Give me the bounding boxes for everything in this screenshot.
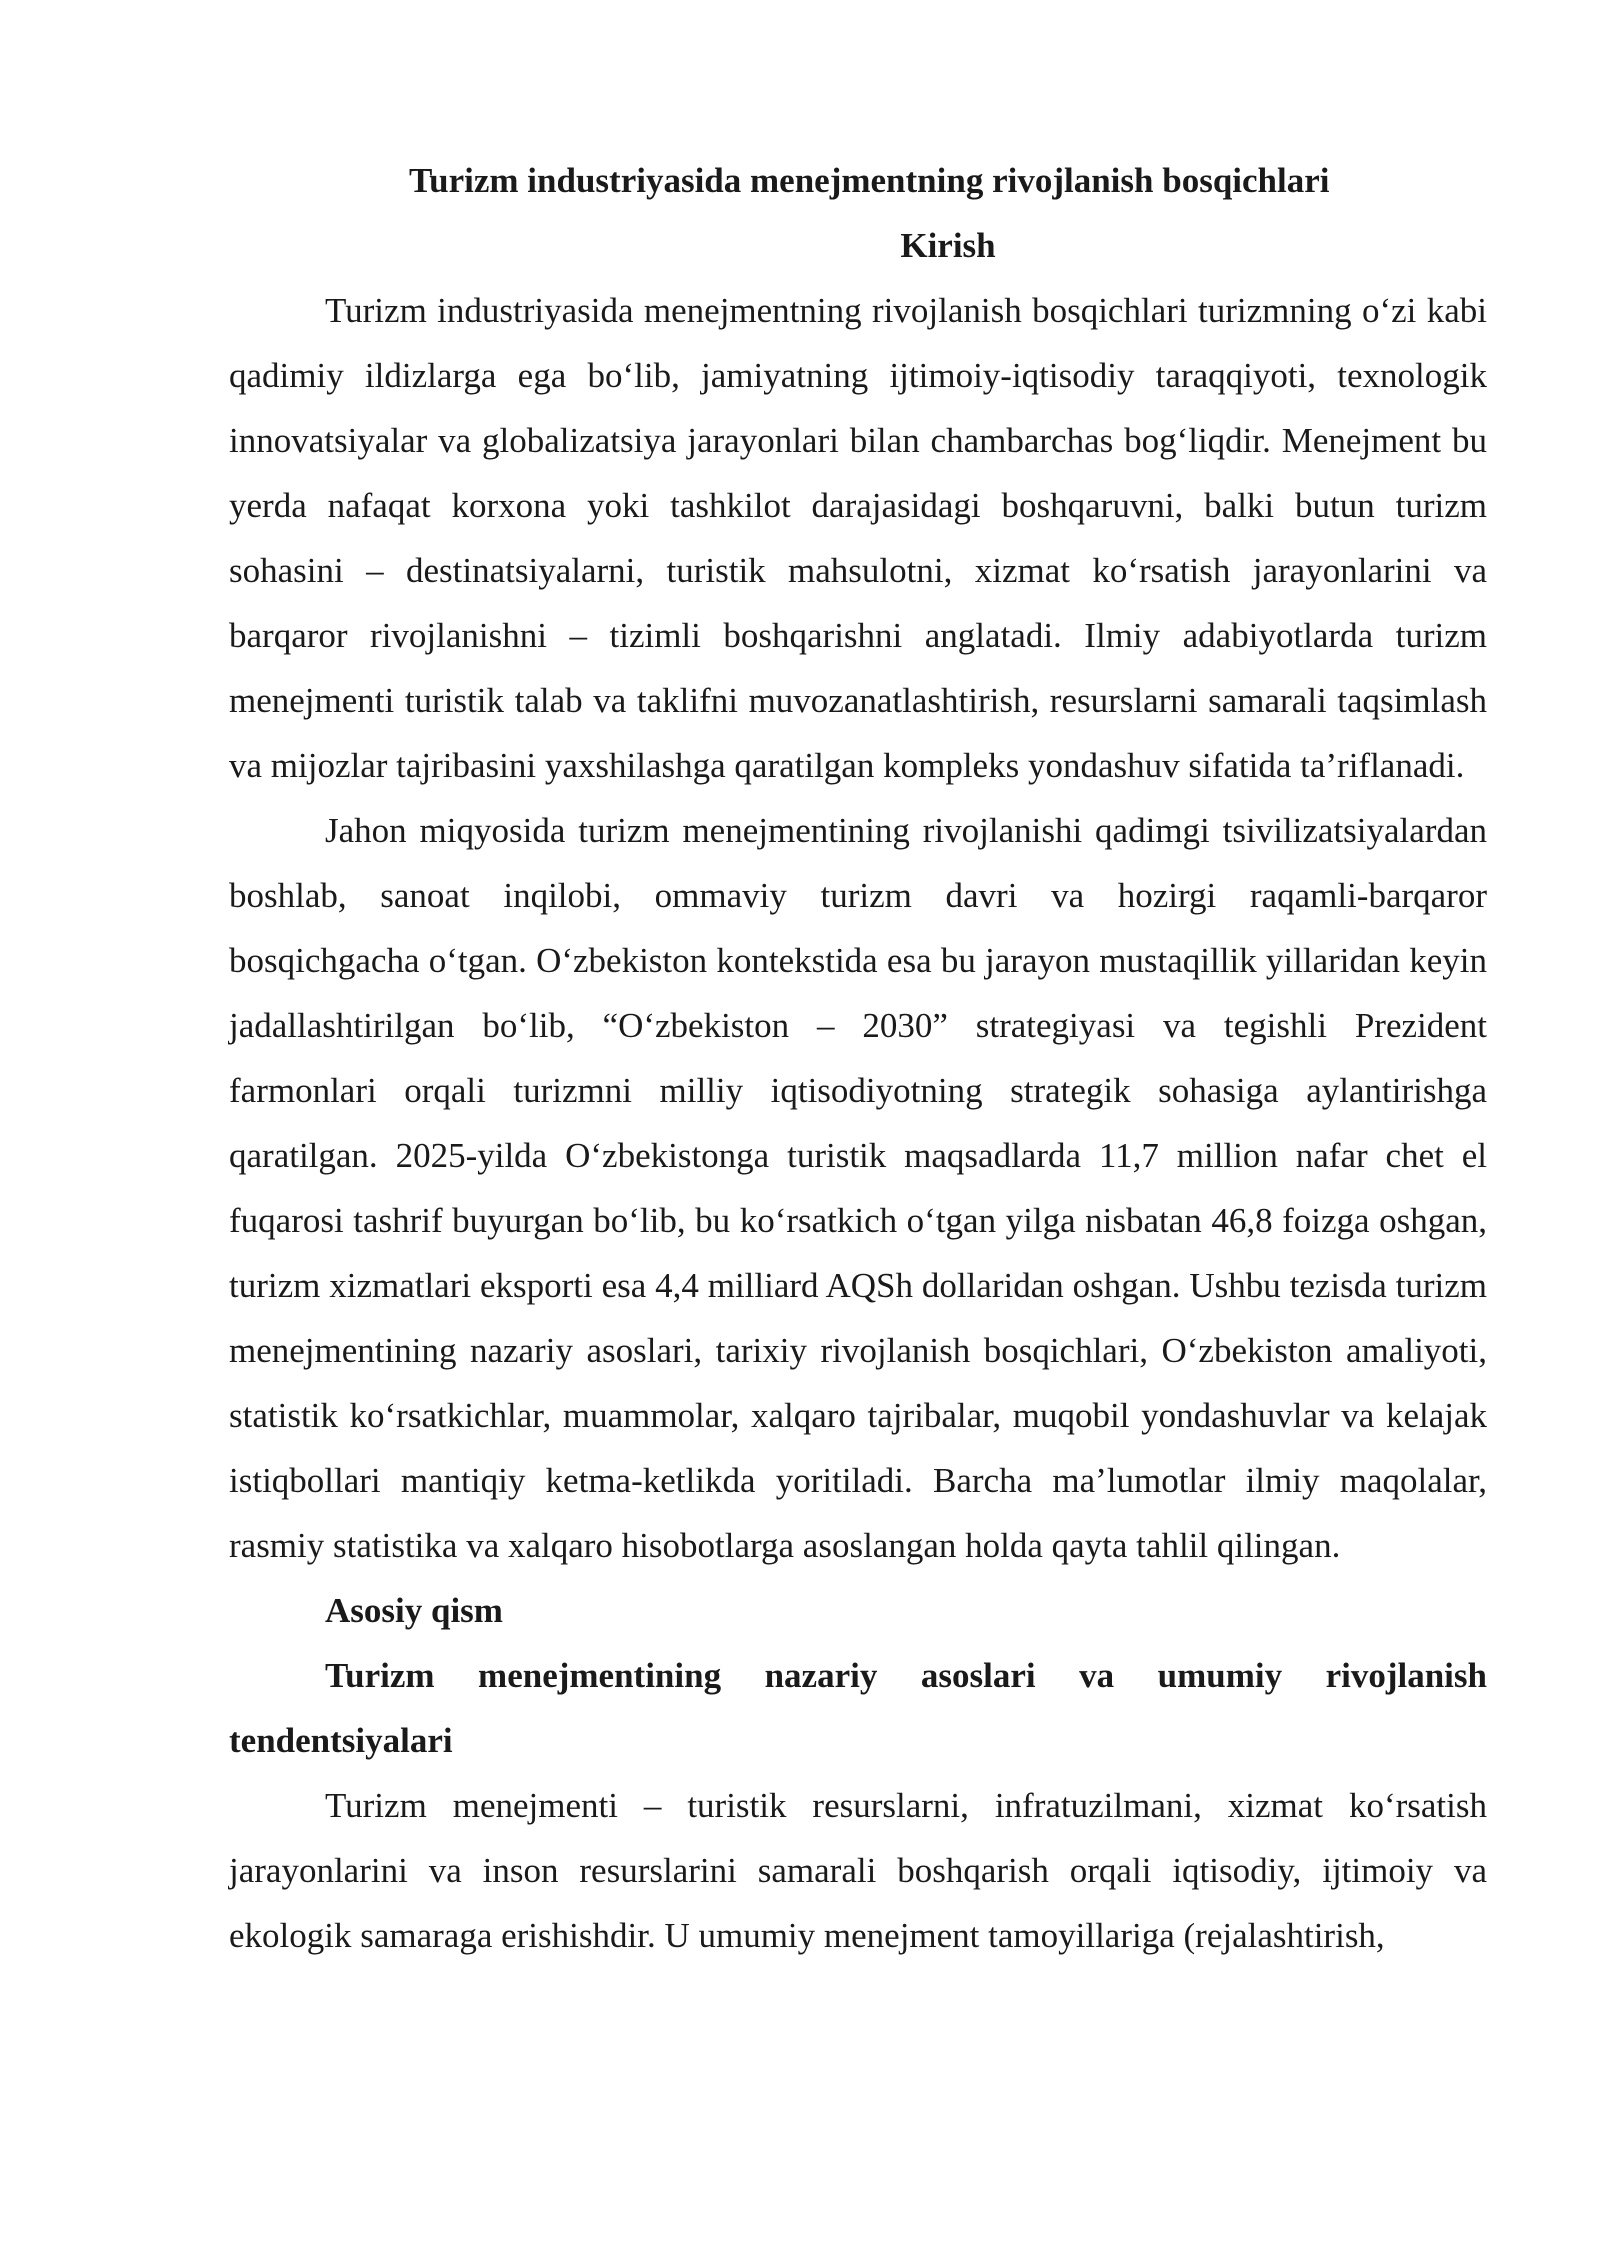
document-page: [229, 148, 1487, 1968]
intro-paragraph-2: Jahon miqyosida turizm menejmentining rivojlanishi qadimgi tsivilizatsiyalardan boshlab, sanoat inqilobi, ommaviy turizm davri va hozirgi raqamli-barqaror bosqichgacha o‘tgan. O‘zbekiston kontekstida esa bu jarayon mustaqillik yillaridan keyin jadallashtirilgan bo‘lib, “O‘zbekiston – 2030” strategiyasi va tegishli Prezident farmonlari orqali turizmni milliy iqtisodiyotning strategik sohasiga aylantirishga qaratilgan. 2025-yilda O‘zbekistonga turistik maqsadlarda 11,7 million nafar chet el fuqarosi tashrif buyurgan bo‘lib, bu ko‘rsatkich o‘tgan yilga nisbatan 46,8 foizga oshgan, turizm xizmatlari eksporti esa 4,4 milliard AQSh dollaridan oshgan. Ushbu tezisda turizm menejmentining nazariy asoslari, tarixiy rivojlanish bosqichlari, O‘zbekiston amaliyoti, statistik ko‘rsatkichlar, muammolar, xalqaro tajribalar, muqobil yondashuvlar va kelajak istiqbollari mantiqiy ketma-ketlikda yoritiladi. Barcha ma’lumotlar ilmiy maqolalar, rasmiy statistika va xalqaro hisobotlarga asoslangan holda qayta tahlil qilingan.: [229, 811, 1487, 1565]
section-paragraph: Turizm menejmenti – turistik resurslarni, infratuzilmani, xizmat ko‘rsatish jarayonlarini va inson resurslarini samarali boshqarish orqali iqtisodiy, ijtimoiy va ekologik samaraga erishishdir. U umumiy menejment tamoyillariga (rejalashtirish,: [229, 1786, 1487, 1955]
main-heading: Asosiy qism: [325, 1591, 503, 1630]
intro-paragraph-1: Turizm industriyasida menejmentning rivojlanish bosqichlari turizmning o‘zi kabi qadimiy ildizlarga ega bo‘lib, jamiyatning ijtimoiy-iqtisodiy taraqqiyoti, texnologik innovatsiyalar va globalizatsiya jarayonlari bilan chambarchas bog‘liqdir. Menejment bu yerda nafaqat korxona yoki tashkilot darajasidagi boshqaruvni, balki butun turizm sohasini – destinatsiyalarni, turistik mahsulotni, xizmat ko‘rsatish jarayonlarini va barqaror rivojlanishni – tizimli boshqarishni anglatadi. Ilmiy adabiyotlarda turizm menejmenti turistik talab va taklifni muvozanatlashtirish, resurslarni samarali taqsimlash va mijozlar tajribasini yaxshilashga qaratilgan kompleks yondashuv sifatida ta’riflanadi.: [229, 291, 1487, 785]
intro-heading: Kirish: [900, 226, 996, 265]
section-heading: Turizm menejmentining nazariy asoslari va umumiy rivojlanish tendentsiyalari: [229, 1656, 1487, 1760]
document-title: Turizm industriyasida menejmentning rivojlanish bosqichlari: [409, 161, 1330, 200]
